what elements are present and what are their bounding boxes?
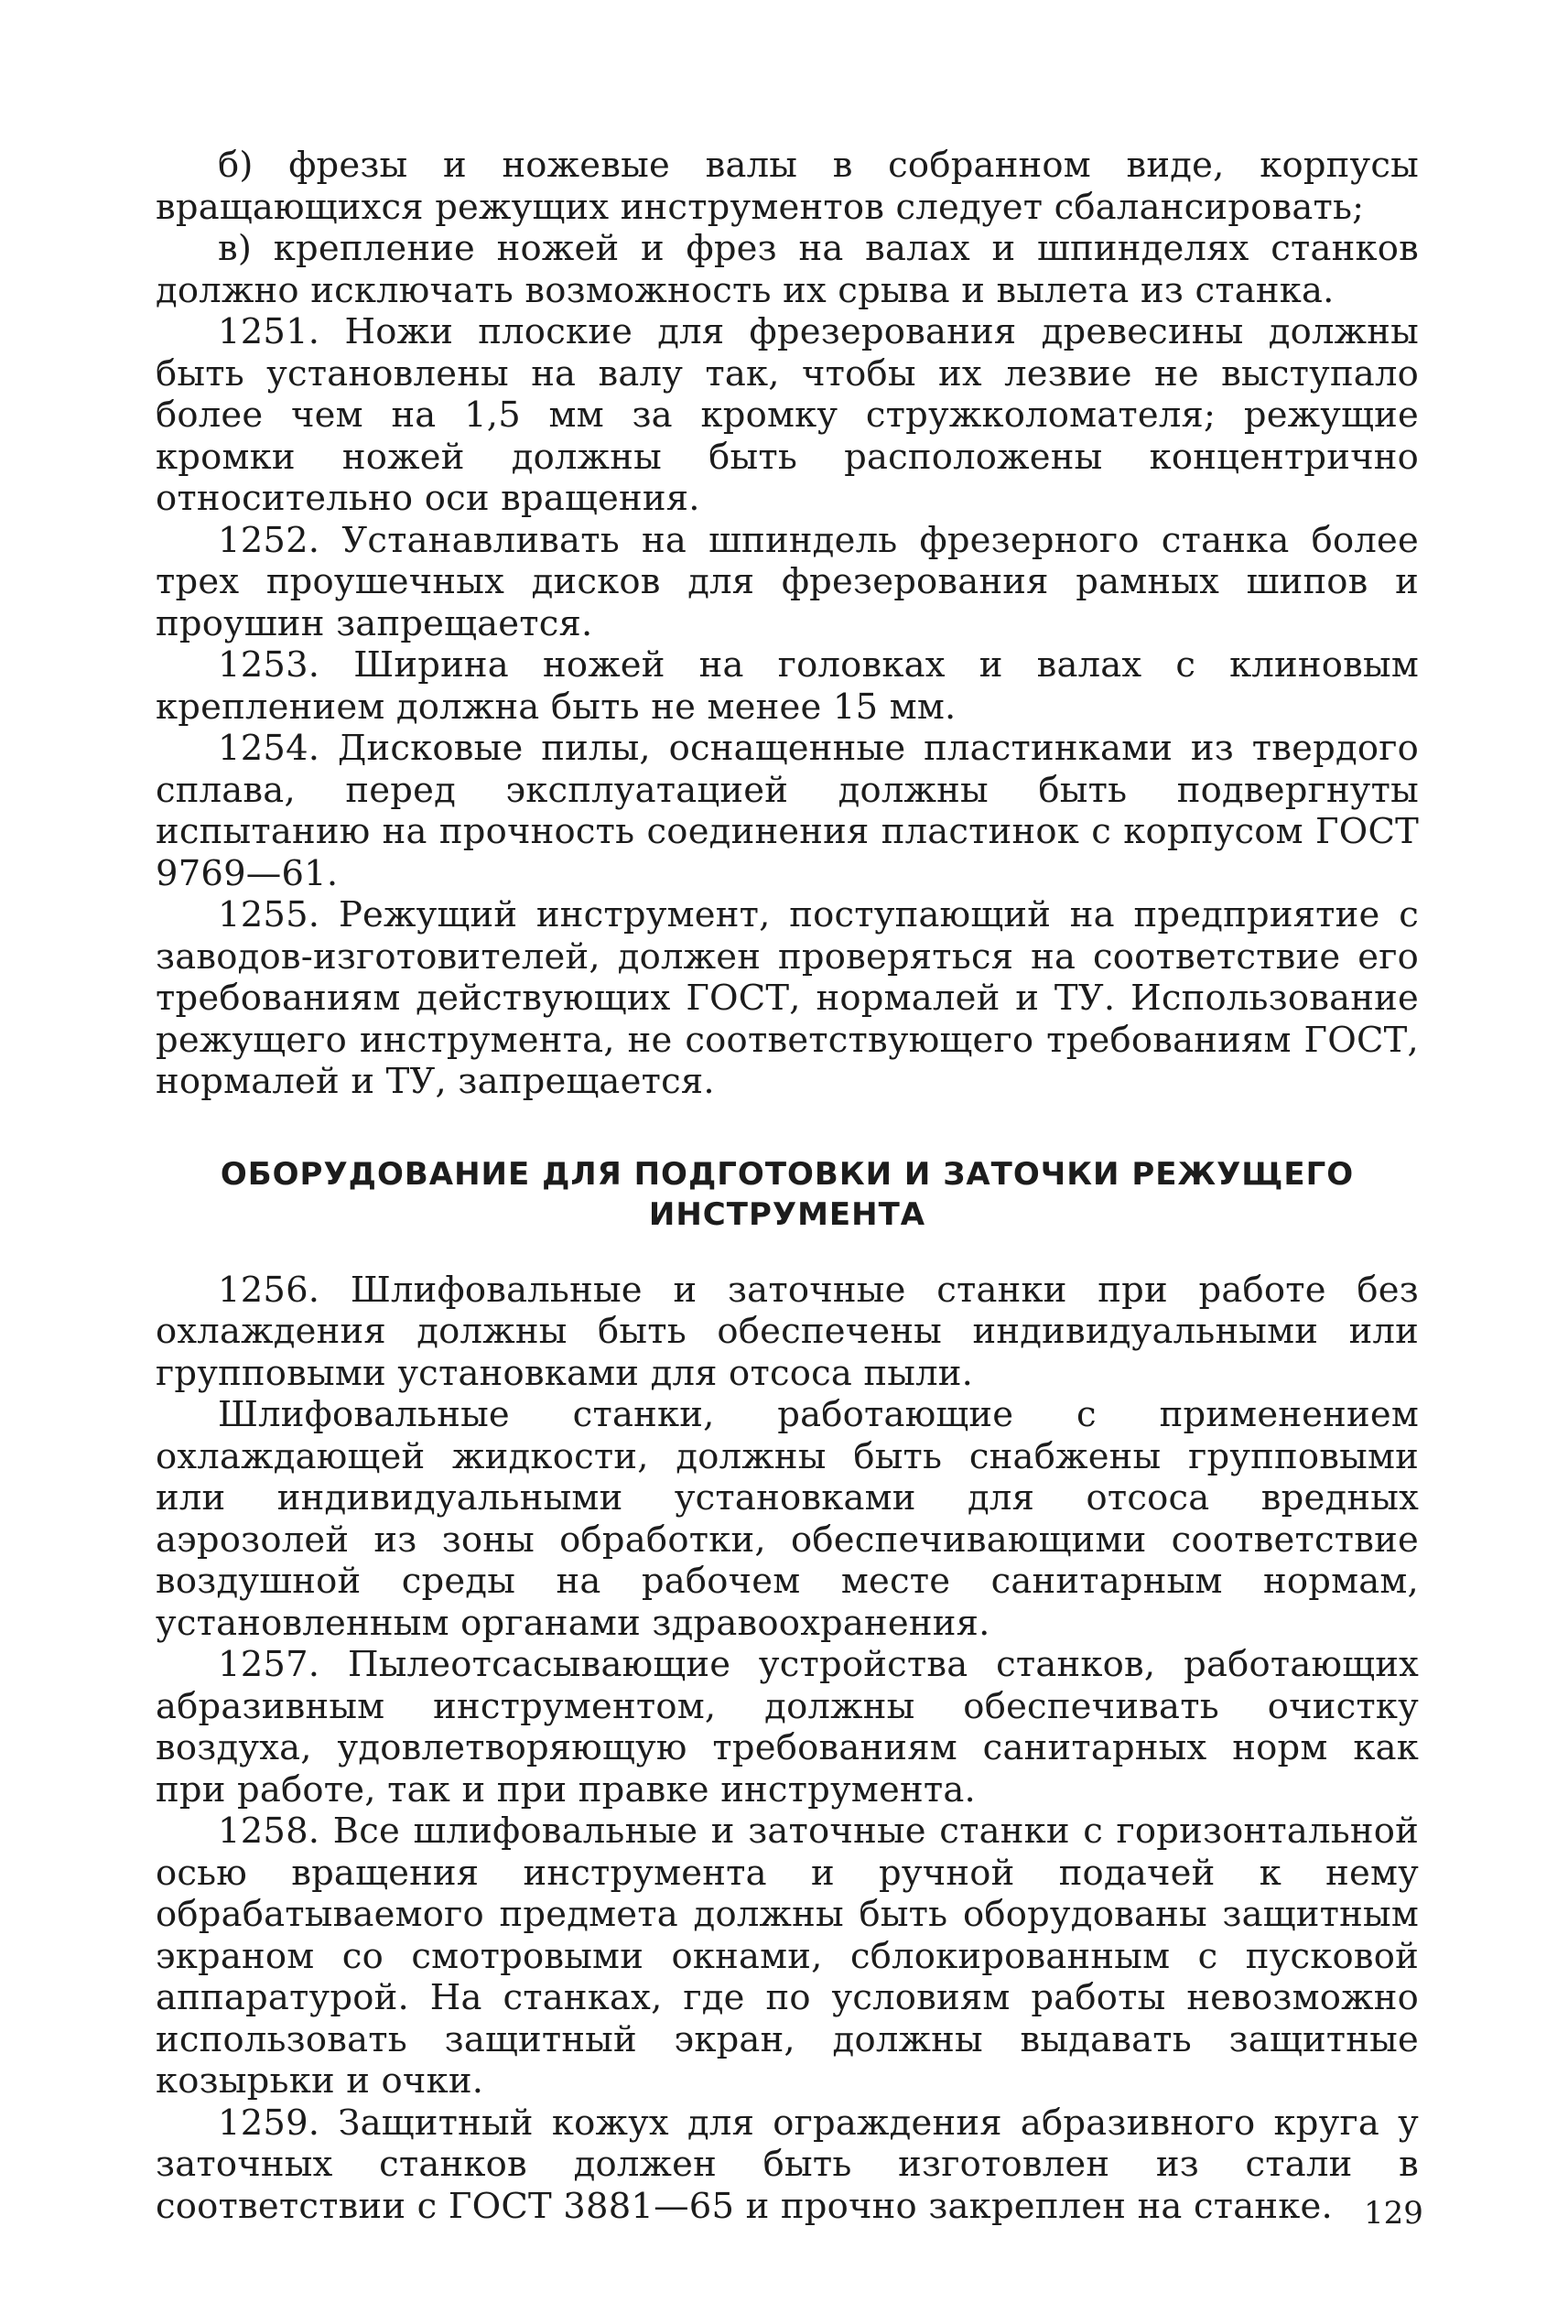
paragraph-1251: 1251. Ножи плоские для фрезерования древесины должны быть установлены на валу так, чтобы их лезвие не выступало более чем на 1,5 мм за кромку стружколомателя; режущие кромки ножей должны быть расположены концентрично относительно оси вращения. [156,311,1419,519]
paragraph-1259: 1259. Защитный кожух для ограждения абразивного круга у заточных станков должен быть изготовлен из стали в соответствии с ГОСТ 3881—65 и прочно закреплен на станке. [156,2102,1419,2227]
page-number: 129 [1364,2195,1423,2232]
section-heading: ОБОРУДОВАНИЕ ДЛЯ ПОДГОТОВКИ И ЗАТОЧКИ РЕЖУЩЕГО ИНСТРУМЕНТА [220,1155,1355,1233]
paragraph-item-b: б) фрезы и ножевые валы в собранном виде, корпусы вращающихся режущих инструментов следует сбалансировать; [156,145,1419,228]
paragraph-1257: 1257. Пылеотсасывающие устройства станков, работающих абразивным инструментом, должны обеспечивать очистку воздуха, удовлетворяющую требованиям санитарных норм как при работе, так и при правке инструмента. [156,1644,1419,1811]
paragraph-1253: 1253. Ширина ножей на головках и валах с клиновым креплением должна быть не менее 15 мм. [156,644,1419,728]
paragraph-1254: 1254. Дисковые пилы, оснащенные пластинками из твердого сплава, перед эксплуатацией должны быть подвергнуты испытанию на прочность соединения пластинок с корпусом ГОСТ 9769—61. [156,728,1419,894]
paragraph-1258: 1258. Все шлифовальные и заточные станки с горизонтальной осью вращения инструмента и ручной подачей к нему обрабатываемого предмета должны быть оборудованы защитным экраном со смотровыми окнами, сблокированным с пусковой аппаратурой. На станках, где по условиям работы невозможно использовать защитный экран, должны выдавать защитные козырьки и очки. [156,1811,1419,2102]
paragraph-grinding-machines: Шлифовальные станки, работающие с применением охлаждающей жидкости, должны быть снабжены групповыми или индивидуальными установками для отсоса вредных аэрозолей из зоны обработки, обеспечивающими соответствие воздушной среды на рабочем месте санитарным нормам, установленным органами здравоохранения. [156,1394,1419,1644]
paragraph-item-v: в) крепление ножей и фрез на валах и шпинделях станков должно исключать возможность их срыва и вылета из станка. [156,228,1419,311]
paragraph-1255: 1255. Режущий инструмент, поступающий на предприятие с заводов-изготовителей, должен проверяться на соответствие его требованиям действующих ГОСТ, нормалей и ТУ. Использование режущего инструмента, не соответствующего требованиям ГОСТ, нормалей и ТУ, запрещается. [156,894,1419,1102]
paragraph-1256: 1256. Шлифовальные и заточные станки при работе без охлаждения должны быть обеспечены индивидуальными или групповыми установками для отсоса пыли. [156,1269,1419,1394]
text-column [156,145,1419,2227]
paragraph-1252: 1252. Устанавливать на шпиндель фрезерного станка более трех проушечных дисков для фрезерования рамных шипов и проушин запрещается. [156,519,1419,644]
